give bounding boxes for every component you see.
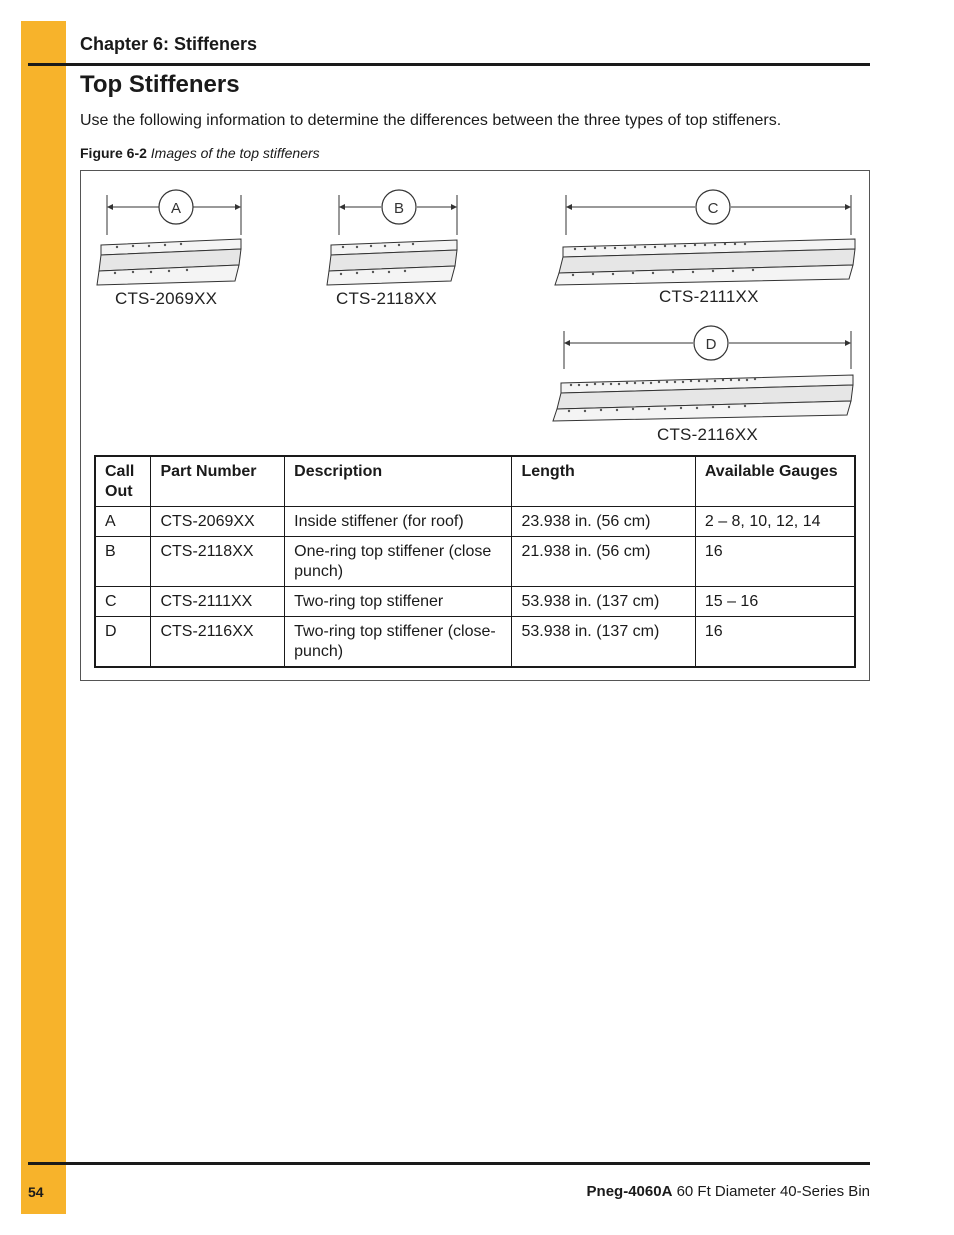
part-label-b: CTS-2118XX bbox=[336, 289, 437, 308]
header-description: Description bbox=[285, 456, 512, 507]
part-label-a: CTS-2069XX bbox=[115, 289, 218, 308]
chapter-heading: Chapter 6: Stiffeners bbox=[80, 34, 258, 54]
cell-call-out: C bbox=[95, 587, 151, 617]
callout-d: D bbox=[705, 336, 717, 353]
stiffener-c-drawing bbox=[549, 183, 861, 293]
footer-doc-info bbox=[587, 1183, 870, 1200]
header-call-out: Call Out bbox=[95, 456, 151, 507]
part-label-d: CTS-2116XX bbox=[657, 425, 758, 444]
cell-gauges: 15 – 16 bbox=[695, 587, 855, 617]
table-row bbox=[95, 537, 855, 587]
page-number: 54 bbox=[28, 1184, 44, 1200]
cell-part-number: CTS-2111XX bbox=[151, 587, 285, 617]
chapter-color-bar bbox=[21, 21, 66, 1214]
figure-caption bbox=[80, 145, 320, 161]
table-row bbox=[95, 507, 855, 537]
intro-paragraph: Use the following information to determine the differences between the three types of top stiffeners. bbox=[80, 112, 782, 129]
cell-length: 53.938 in. (137 cm) bbox=[512, 587, 695, 617]
header-rule bbox=[28, 63, 870, 66]
figure-label: Figure 6-2 bbox=[80, 145, 147, 161]
stiffener-d-drawing bbox=[547, 321, 859, 429]
table-row bbox=[95, 617, 855, 668]
cell-gauges: 16 bbox=[695, 537, 855, 587]
cell-part-number: CTS-2118XX bbox=[151, 537, 285, 587]
cell-length: 23.938 in. (56 cm) bbox=[512, 507, 695, 537]
stiffener-spec-table bbox=[94, 455, 856, 668]
part-label-c: CTS-2111XX bbox=[659, 287, 759, 306]
table-header-row bbox=[95, 456, 855, 507]
cell-description: Inside stiffener (for roof) bbox=[285, 507, 512, 537]
table-row bbox=[95, 587, 855, 617]
header-part-number: Part Number bbox=[151, 456, 285, 507]
figure-caption-text: Images of the top stiffeners bbox=[150, 145, 320, 161]
cell-description: One-ring top stiffener (close punch) bbox=[285, 537, 512, 587]
footer-doc-id: Pneg-4060A bbox=[586, 1183, 673, 1200]
cell-length: 53.938 in. (137 cm) bbox=[512, 617, 695, 668]
cell-gauges: 16 bbox=[695, 617, 855, 668]
header-available-gauges: Available Gauges bbox=[695, 456, 855, 507]
stiffener-a-drawing bbox=[93, 183, 248, 293]
footer-rule bbox=[28, 1162, 870, 1165]
callout-c: C bbox=[707, 200, 719, 217]
callout-b: B bbox=[393, 200, 405, 217]
cell-part-number: CTS-2116XX bbox=[151, 617, 285, 668]
cell-length: 21.938 in. (56 cm) bbox=[512, 537, 695, 587]
cell-call-out: A bbox=[95, 507, 151, 537]
figure-box bbox=[80, 170, 870, 681]
cell-call-out: D bbox=[95, 617, 151, 668]
cell-description: Two-ring top stiffener bbox=[285, 587, 512, 617]
cell-gauges: 2 – 8, 10, 12, 14 bbox=[695, 507, 855, 537]
header-length: Length bbox=[512, 456, 695, 507]
footer-doc-title: 60 Ft Diameter 40-Series Bin bbox=[676, 1183, 870, 1200]
stiffener-b-drawing bbox=[325, 183, 465, 293]
page-title: Top Stiffeners bbox=[80, 71, 240, 98]
callout-a: A bbox=[170, 200, 182, 217]
cell-description: Two-ring top stiffener (close-punch) bbox=[285, 617, 512, 668]
cell-call-out: B bbox=[95, 537, 151, 587]
cell-part-number: CTS-2069XX bbox=[151, 507, 285, 537]
